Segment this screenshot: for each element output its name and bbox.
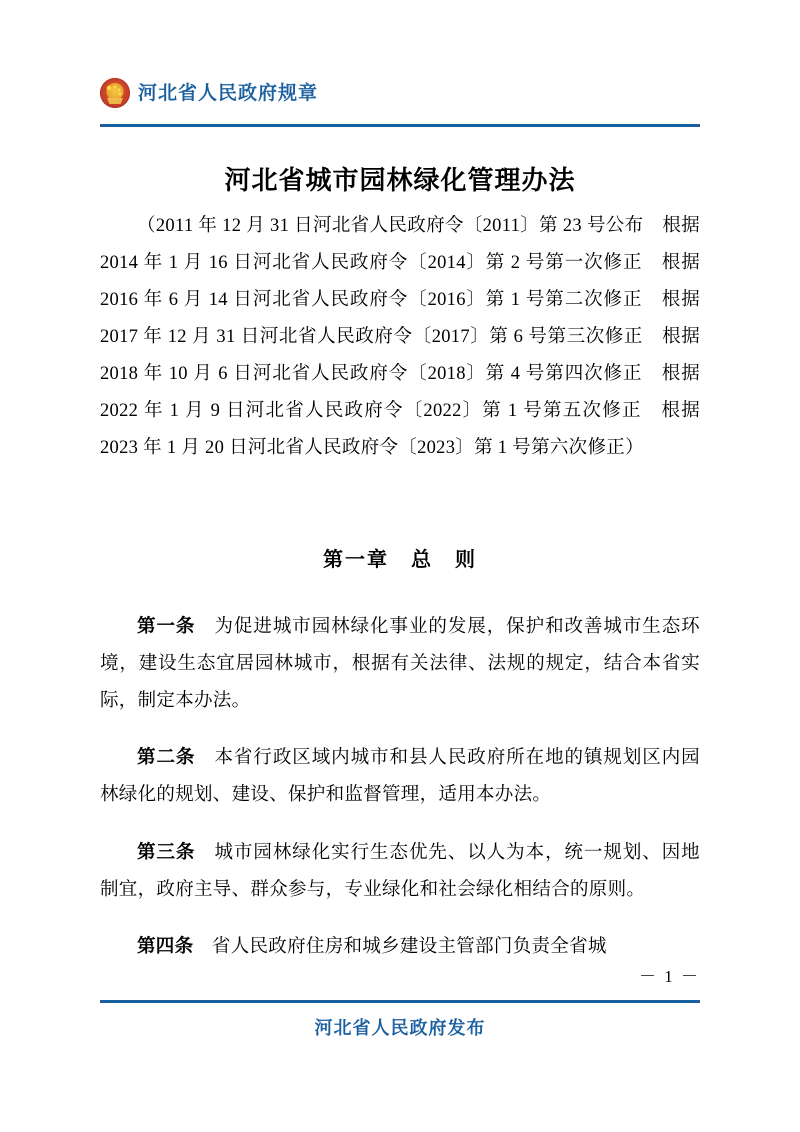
- article-item: [100, 833, 700, 909]
- document-header: [100, 78, 700, 108]
- promulgation-note: （2011 年 12 月 31 日河北省人民政府令〔2011〕第 23 号公布 根据 2014 年 1 月 16 日河北省人民政府令〔2014〕第 2 号第一次修正 根据 2016 年 6 月 14 日河北省人民政府令〔2016〕第 1 号第二次修正 根据 2017 年 12 月 31 日河北省人民政府令〔2017〕第 6 号第三次修正 根据 2018 年 10 月 6 日河北省人民政府令〔2018〕第 4 号第四次修正 根据 2022 年 1 月 9 日河北省人民政府令〔2022〕第 1 号第五次修正 根据 2023 年 1 月 20 日河北省人民政府令〔2023〕第 1 号第六次修正）: [100, 216, 700, 458]
- article-text: 为促进城市园林绿化事业的发展，保护和改善城市生态环境，建设生态宜居园林城市，根据有关法律、法规的规定，结合本省实际，制定本办法。: [100, 616, 700, 711]
- page-content: [100, 0, 700, 1132]
- chapter-heading: 第一章 总 则: [323, 549, 477, 571]
- page-title: 河北省城市园林绿化管理办法: [224, 165, 576, 195]
- article-text: 城市园林绿化实行生态优先、以人为本，统一规划、因地制宜，政府主导、群众参与，专业绿化和社会绿化相结合的原则。: [100, 842, 700, 900]
- article-number: 第三条: [137, 840, 196, 862]
- article-list: [100, 588, 700, 985]
- article-item: [100, 738, 700, 814]
- footer-divider: [100, 1000, 700, 1003]
- header-title: 河北省人民政府规章: [138, 82, 319, 104]
- article-item: [100, 607, 700, 720]
- article-number: 第二条: [137, 746, 196, 767]
- article-text: 本省行政区域内城市和县人民政府所在地的镇规划区内园林绿化的规划、建设、保护和监督管理，适用本办法。: [100, 748, 700, 805]
- article-number: 第四条: [137, 935, 194, 956]
- national-emblem-icon: [100, 78, 130, 108]
- article-item: [100, 927, 700, 966]
- article-number: 第一条: [137, 614, 196, 636]
- article-text: 省人民政府住房和城乡建设主管部门负责全省城: [211, 937, 607, 957]
- publisher-label: 河北省人民政府发布: [314, 1018, 486, 1038]
- page-number: － 1 －: [639, 967, 700, 986]
- header-divider: [100, 124, 700, 127]
